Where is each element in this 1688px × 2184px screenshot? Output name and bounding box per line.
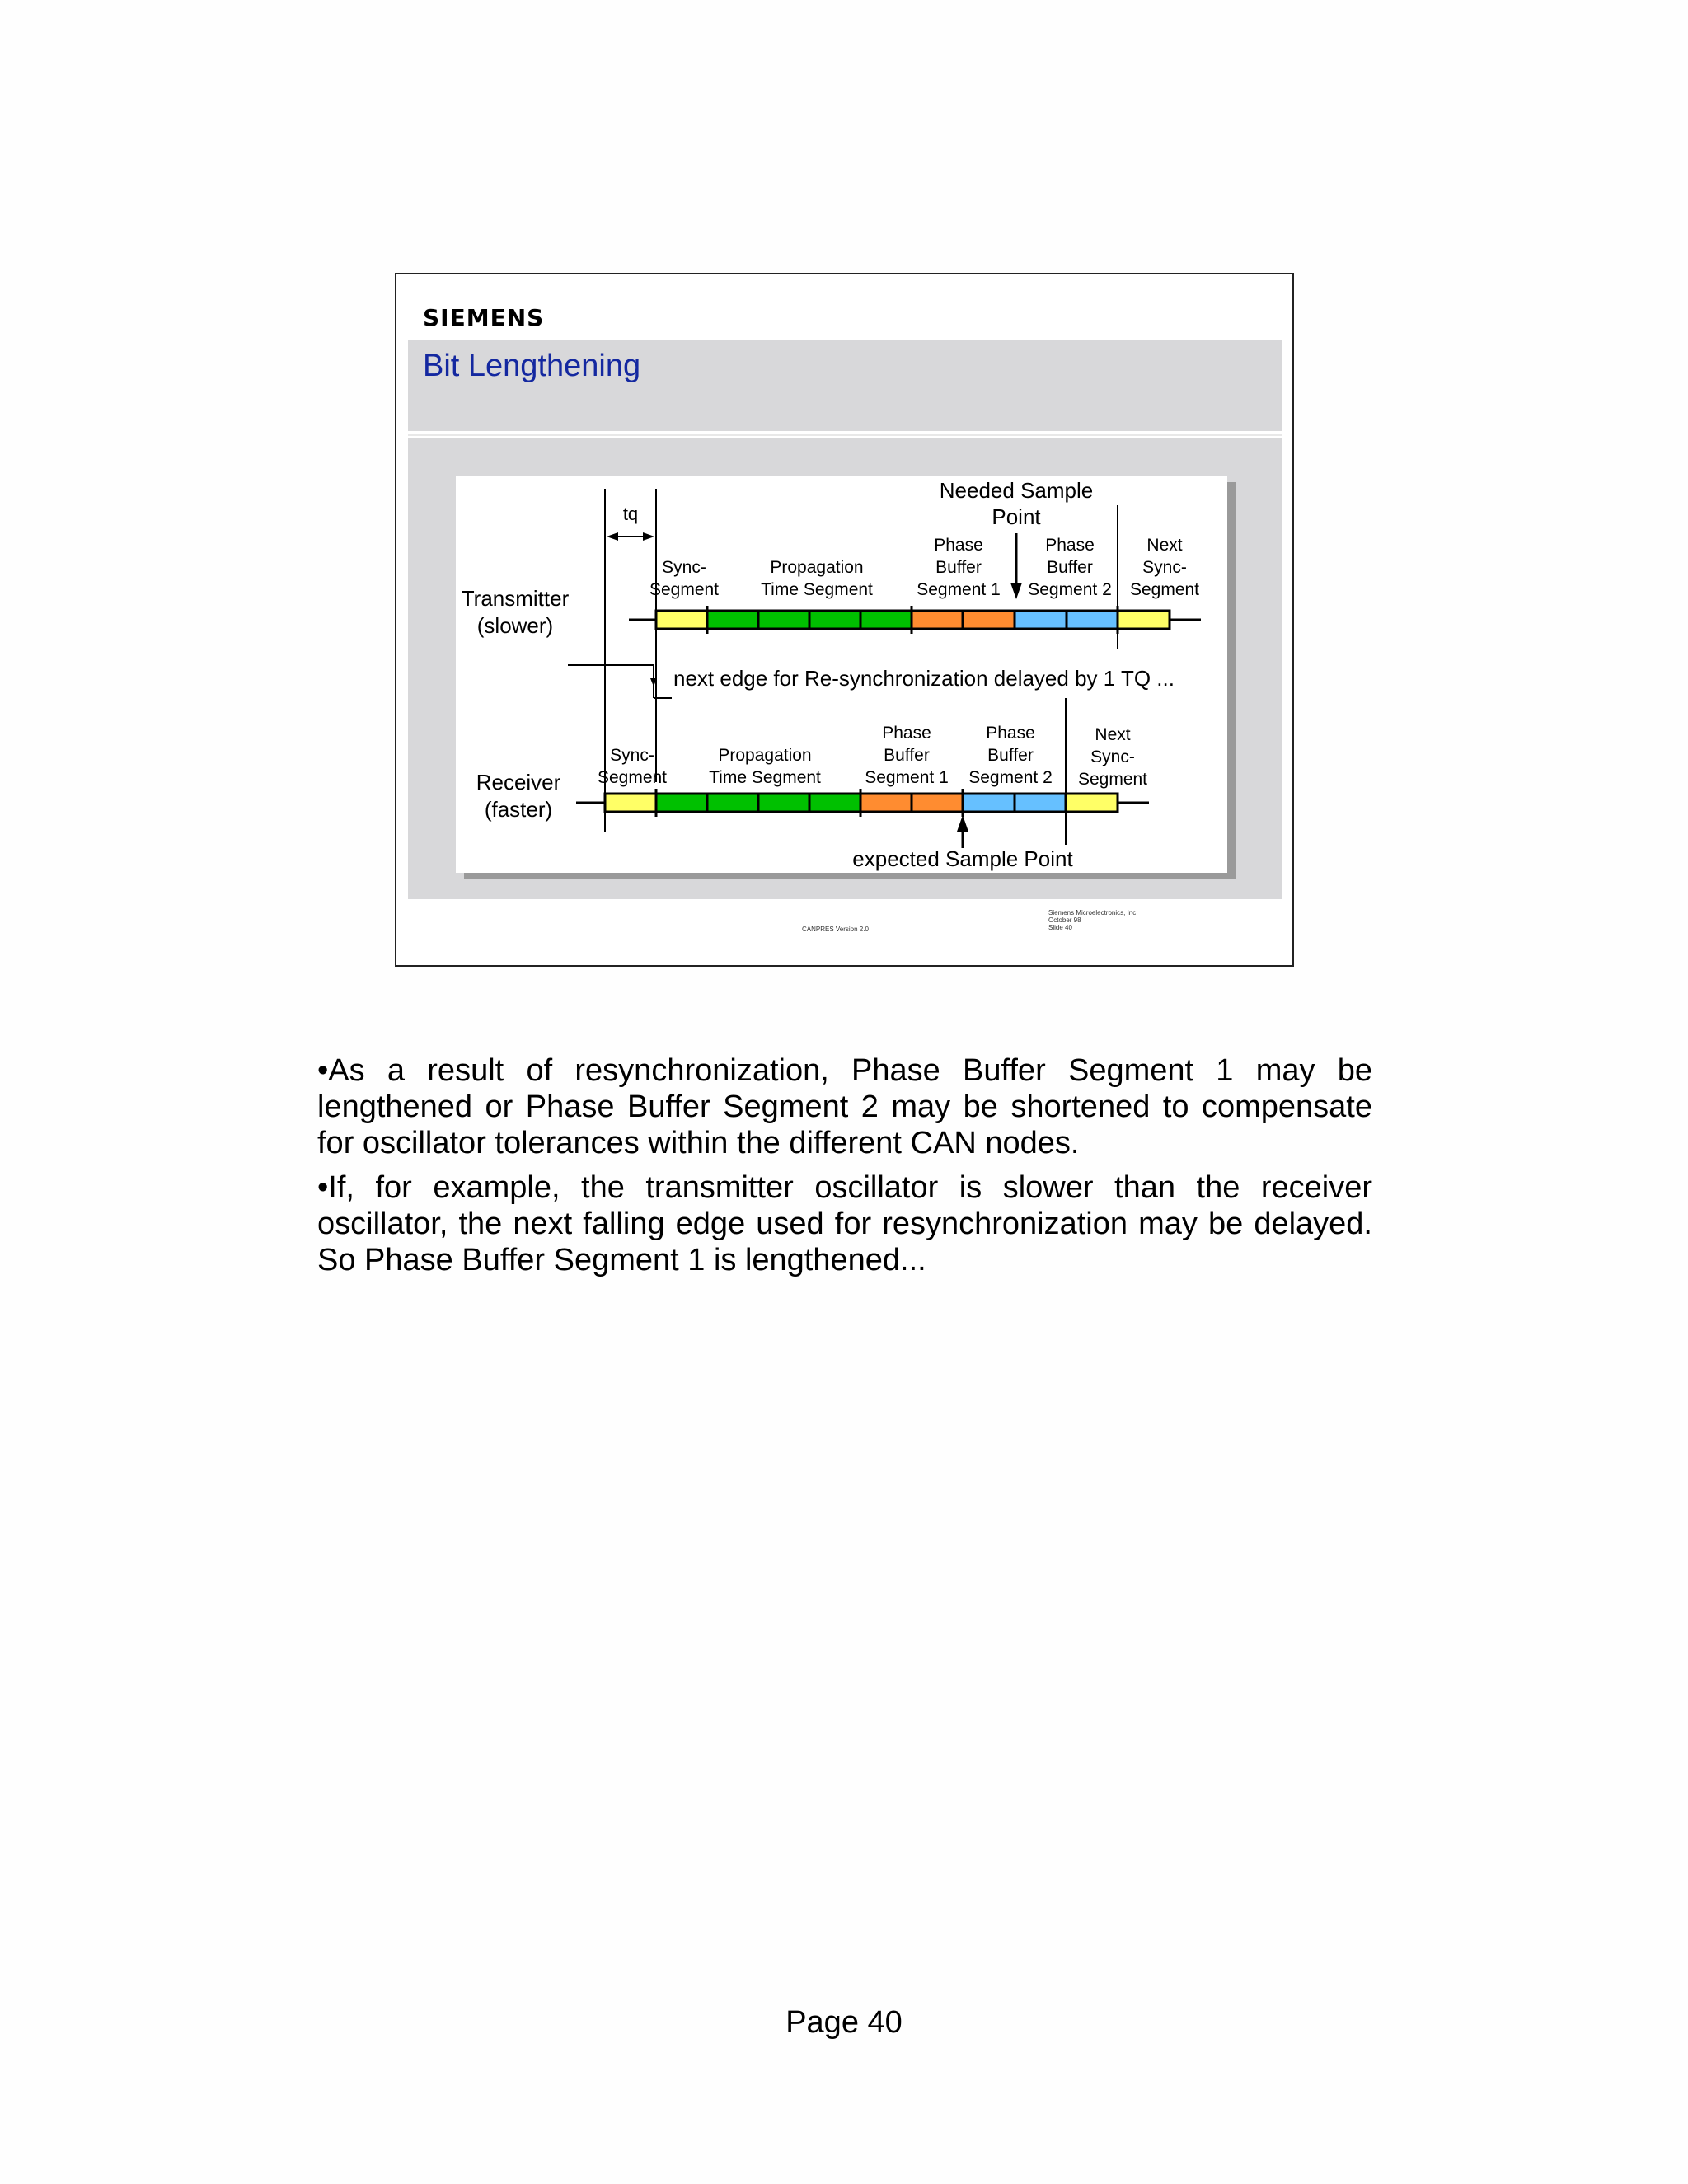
tx-pbs2-label-1: Phase <box>1045 536 1095 555</box>
tx-next-label-3: Segment <box>1129 580 1200 599</box>
receiver-label-line2: (faster) <box>484 797 553 822</box>
slide-title-bar <box>408 340 1282 431</box>
slide <box>395 273 1294 967</box>
rx-next-label-2: Sync- <box>1090 748 1135 766</box>
tx-sync-label-1: Sync- <box>662 558 706 577</box>
tx-pbs2-label-3: Segment 2 <box>1028 580 1112 599</box>
rx-pbs2-label-3: Segment 2 <box>968 768 1053 787</box>
tx-next-label-2: Sync- <box>1142 558 1187 577</box>
needed-sample-point-line2: Point <box>992 504 1041 529</box>
slide-title: Bit Lengthening <box>423 349 641 383</box>
transmitter-label-line1: Transmitter <box>461 586 570 611</box>
rx-pbs1-label-1: Phase <box>882 724 931 743</box>
receiver-bit-bar <box>576 789 1149 817</box>
tx-pbs1-label-1: Phase <box>934 536 983 555</box>
tx-pbs1-label-2: Buffer <box>935 558 982 577</box>
rx-pbs1-label-2: Buffer <box>884 746 930 765</box>
receiver-label-line1: Receiver <box>476 770 561 794</box>
slide-footer-info: Siemens Microelectronics, Inc. October 98 Slide 40 <box>1048 909 1138 931</box>
rx-prop-label-2: Time Segment <box>709 768 821 787</box>
tx-next-label-1: Next <box>1146 536 1183 555</box>
siemens-logo: SIEMENS <box>423 304 545 331</box>
rx-sync-label-2: Segment <box>597 768 668 787</box>
transmitter-bit-bar <box>629 606 1201 634</box>
bit-timing-diagram <box>456 476 1236 879</box>
bullet-1: •As a result of resynchronization, Phase Buffer Segment 1 may be lengthened or Phase Buffer Segment 2 may be shortened to compensate for oscillator tolerances within the different CAN nodes. <box>317 1053 1372 1160</box>
needed-sample-point-line1: Needed Sample <box>939 478 1094 503</box>
tx-pbs2-label-2: Buffer <box>1047 558 1093 577</box>
rx-pbs1-label-3: Segment 1 <box>865 768 949 787</box>
rx-pbs2-label-2: Buffer <box>987 746 1034 765</box>
tx-sync-label-2: Segment <box>649 580 720 599</box>
title-separator <box>408 434 1282 436</box>
rx-sync-label-1: Sync- <box>610 746 654 765</box>
rx-pbs2-label-1: Phase <box>986 724 1035 743</box>
tx-prop-label-2: Time Segment <box>761 580 873 599</box>
rx-prop-label-1: Propagation <box>718 746 812 765</box>
tq-label: tq <box>622 504 639 524</box>
bullet-2: •If, for example, the transmitter oscillator is slower than the receiver oscillator, the next falling edge used for resynchronization may be delayed. So Phase Buffer Segment 1 is lengthened... <box>317 1170 1372 1277</box>
page-number: Page 40 <box>785 2005 903 2040</box>
rx-next-label-1: Next <box>1095 725 1131 744</box>
expected-sample-point: expected Sample Point <box>852 846 1073 871</box>
tx-pbs1-label-3: Segment 1 <box>917 580 1001 599</box>
slide-footer-version: CANPRES Version 2.0 <box>802 926 869 933</box>
transmitter-label-line2: (slower) <box>476 613 554 638</box>
resync-note: next edge for Re-synchronization delayed by 1 TQ ... <box>673 666 1175 691</box>
notes-text <box>317 1052 1372 1286</box>
tx-prop-label-1: Propagation <box>770 558 864 577</box>
rx-next-label-3: Segment <box>1077 770 1148 789</box>
